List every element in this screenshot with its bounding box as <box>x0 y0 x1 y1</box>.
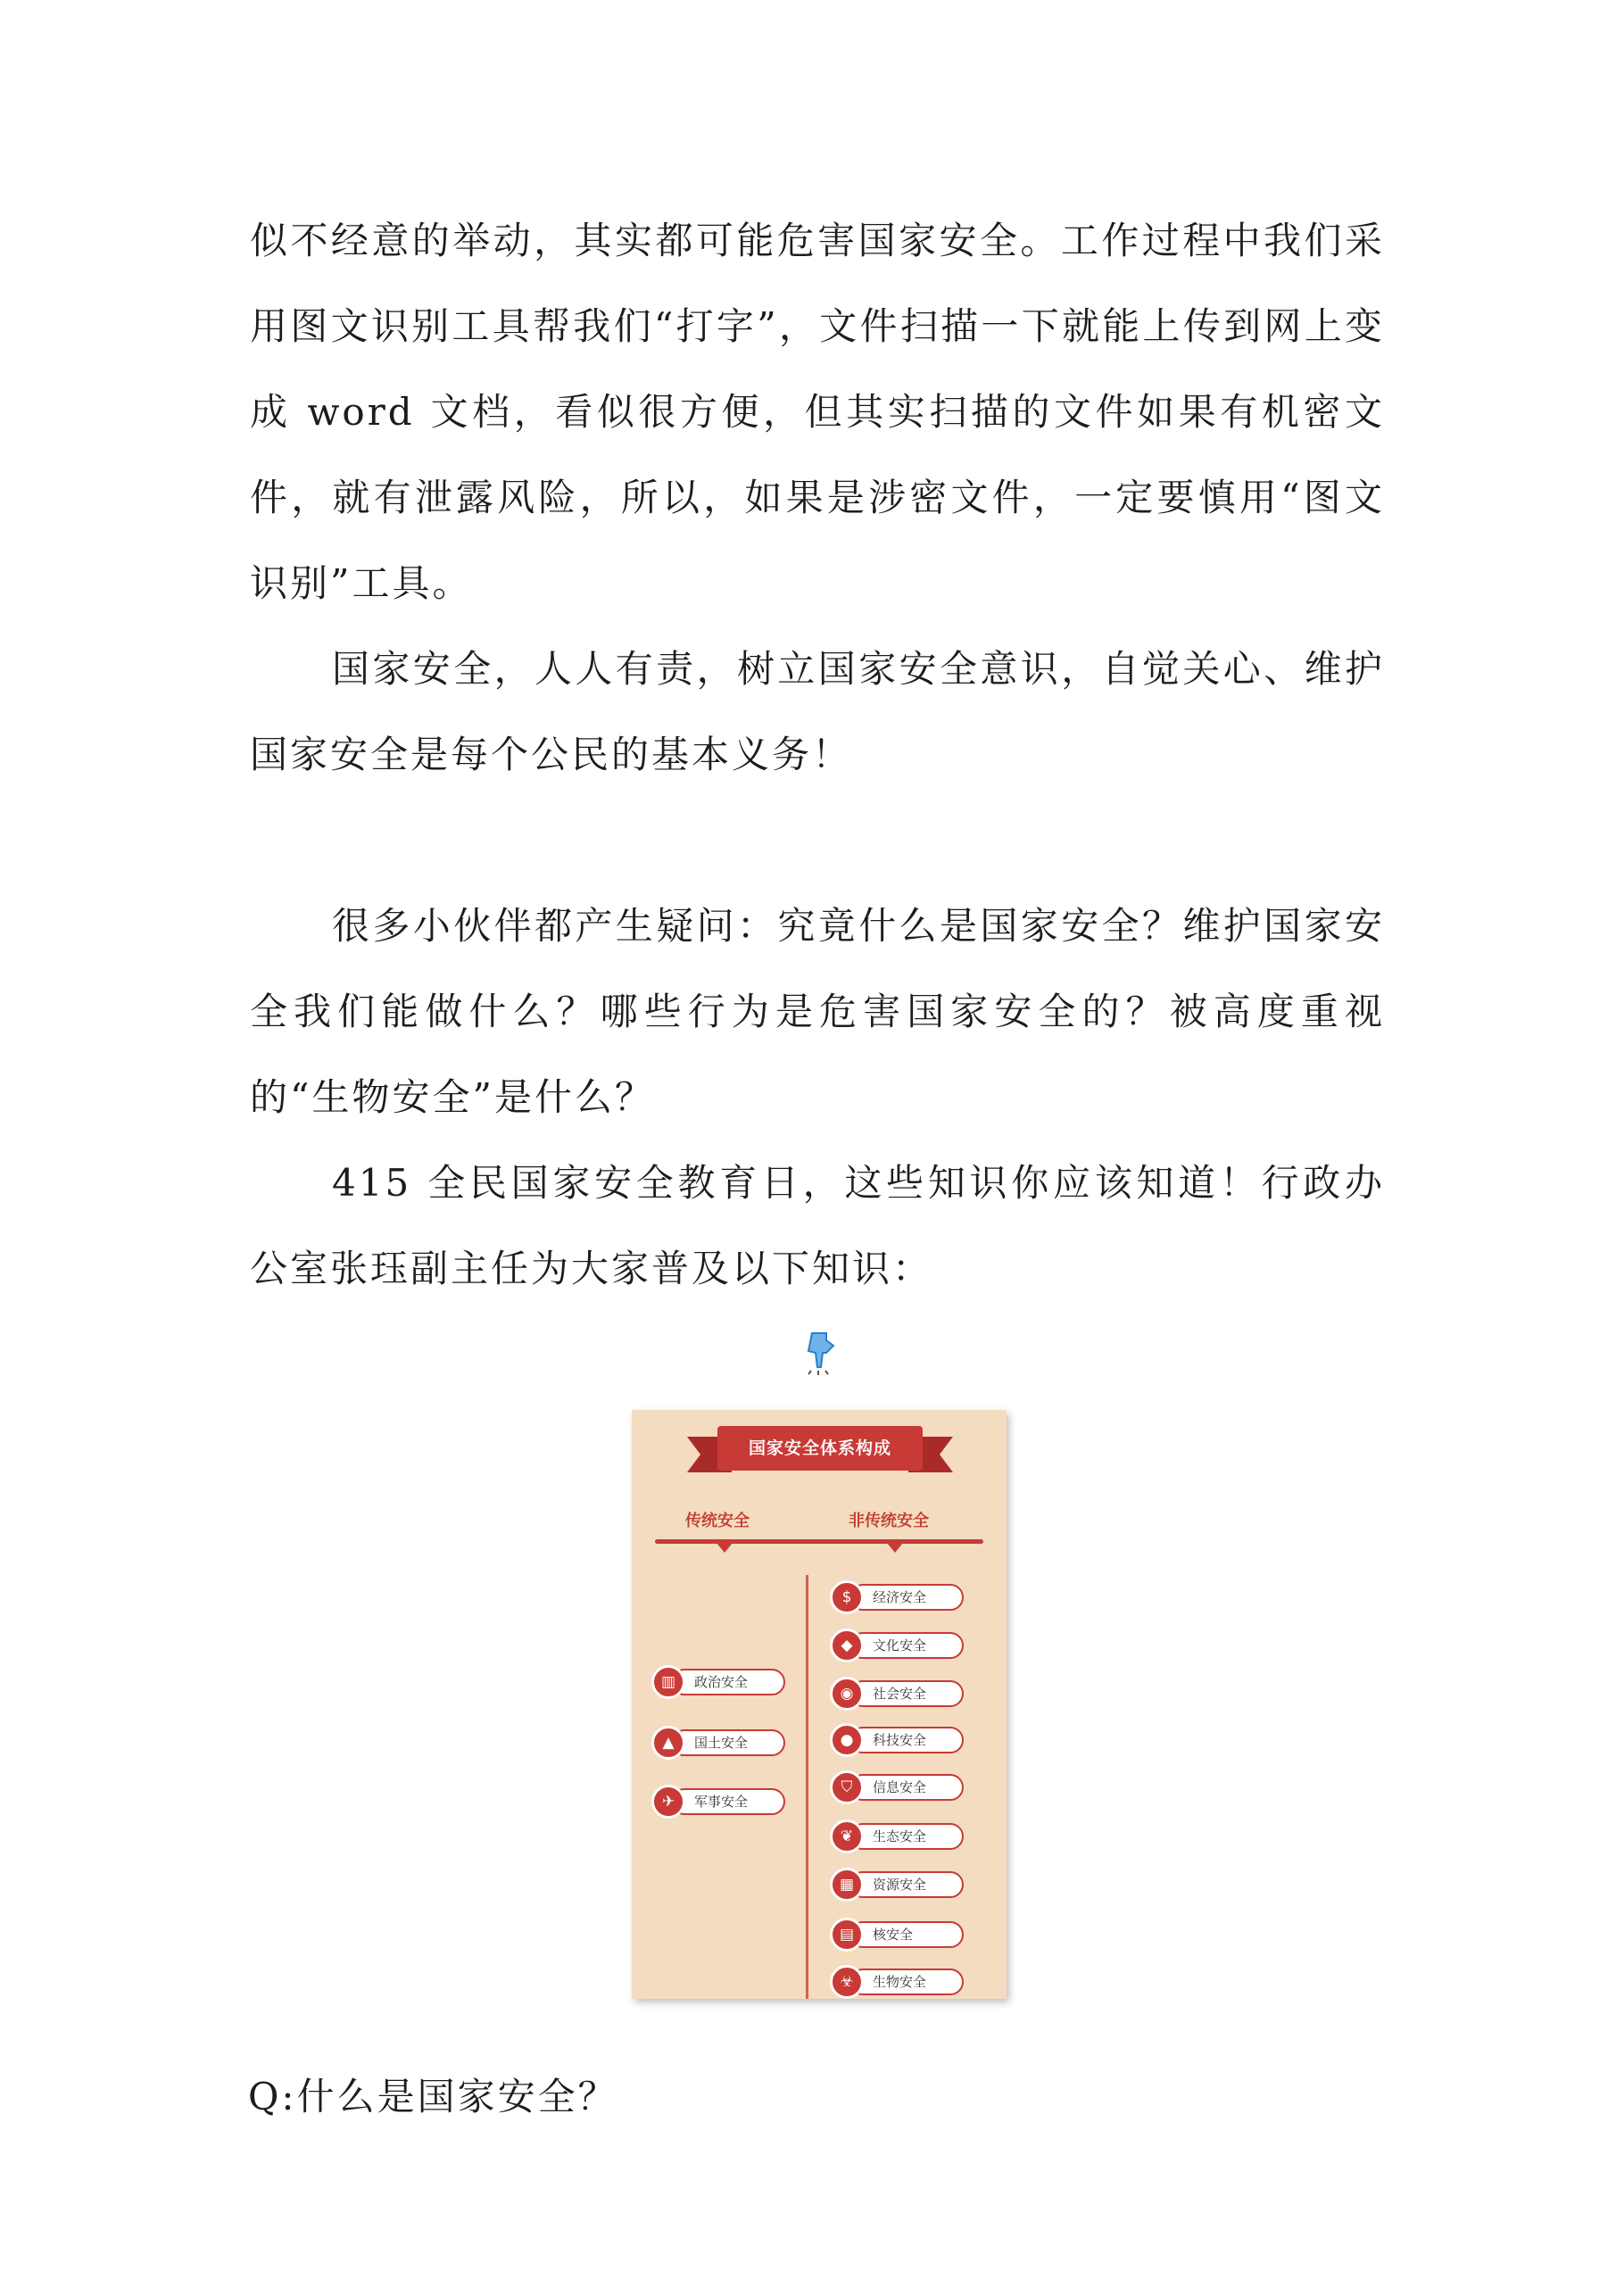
security-item: ◉ 社会安全 <box>830 1677 964 1711</box>
leaf-icon: ❦ <box>830 1819 864 1853</box>
shield-icon: ⛉ <box>830 1770 864 1804</box>
lightbulb-icon: ● <box>830 1723 864 1757</box>
security-item: $ 经济安全 <box>830 1580 964 1614</box>
graduation-cap-icon: ◆ <box>830 1629 864 1662</box>
paragraph-civic-duty: 国家安全，人人有责，树立国家安全意识，自觉关心、维护国家安全是每个公民的基本义务！ <box>250 647 1385 776</box>
paragraph-education-day: 415 全民国家安全教育日，这些知识你应该知道！行政办公室张珏副主任为大家普及以下知识： <box>250 1161 1385 1290</box>
traditional-heading: 传统安全 <box>685 1512 750 1530</box>
nontraditional-heading: 非传统安全 <box>849 1512 929 1530</box>
security-item: ❦ 生态安全 <box>830 1819 964 1853</box>
title-ribbon <box>687 1426 953 1483</box>
security-item: ⛉ 信息安全 <box>830 1770 964 1804</box>
airplane-icon: ✈ <box>651 1785 685 1819</box>
security-item: ◆ 文化安全 <box>830 1629 964 1662</box>
document-icon: ▤ <box>830 1918 864 1952</box>
pushpin-icon <box>800 1330 839 1380</box>
broadcast-icon: ◉ <box>830 1677 864 1711</box>
security-item: ✈ 军事安全 <box>651 1785 785 1819</box>
paragraph-scan-warning: 似不经意的举动，其实都可能危害国家安全。工作过程中我们采用图文识别工具帮我们“打字”，文件扫描一下就能上传到网上变成 word 文档，看似很方便，但其实扫描的文件如果有机密文件，就有泄露风险，所以，如果是涉密文件，一定要慎用“图文识别”工具。 <box>250 219 1385 605</box>
divider-line <box>655 1539 983 1544</box>
infographic-title: 国家安全体系构成 <box>717 1426 923 1471</box>
question-heading: Q:什么是国家安全？ <box>248 2075 618 2118</box>
security-item: ▥ 政治安全 <box>651 1665 785 1699</box>
building-icon: ▥ <box>651 1665 685 1699</box>
column-divider <box>806 1575 808 1999</box>
biohazard-icon: ☣ <box>830 1965 864 1999</box>
caret-down-icon <box>717 1543 733 1553</box>
security-system-infographic <box>632 1410 1007 1999</box>
security-item: ▤ 核安全 <box>830 1918 964 1952</box>
security-item: ▲ 国土安全 <box>651 1726 785 1760</box>
grid-icon: ▦ <box>830 1868 864 1902</box>
security-item: ☣ 生物安全 <box>830 1965 964 1999</box>
mountain-icon: ▲ <box>651 1726 685 1760</box>
security-item: ▦ 资源安全 <box>830 1868 964 1902</box>
money-bag-icon: $ <box>830 1580 864 1614</box>
paragraph-questions: 很多小伙伴都产生疑问：究竟什么是国家安全？维护国家安全我们能做什么？哪些行为是危害国家安全的？被高度重视的“生物安全”是什么？ <box>250 904 1385 1119</box>
caret-down-icon <box>887 1543 903 1553</box>
security-item: ● 科技安全 <box>830 1723 964 1757</box>
